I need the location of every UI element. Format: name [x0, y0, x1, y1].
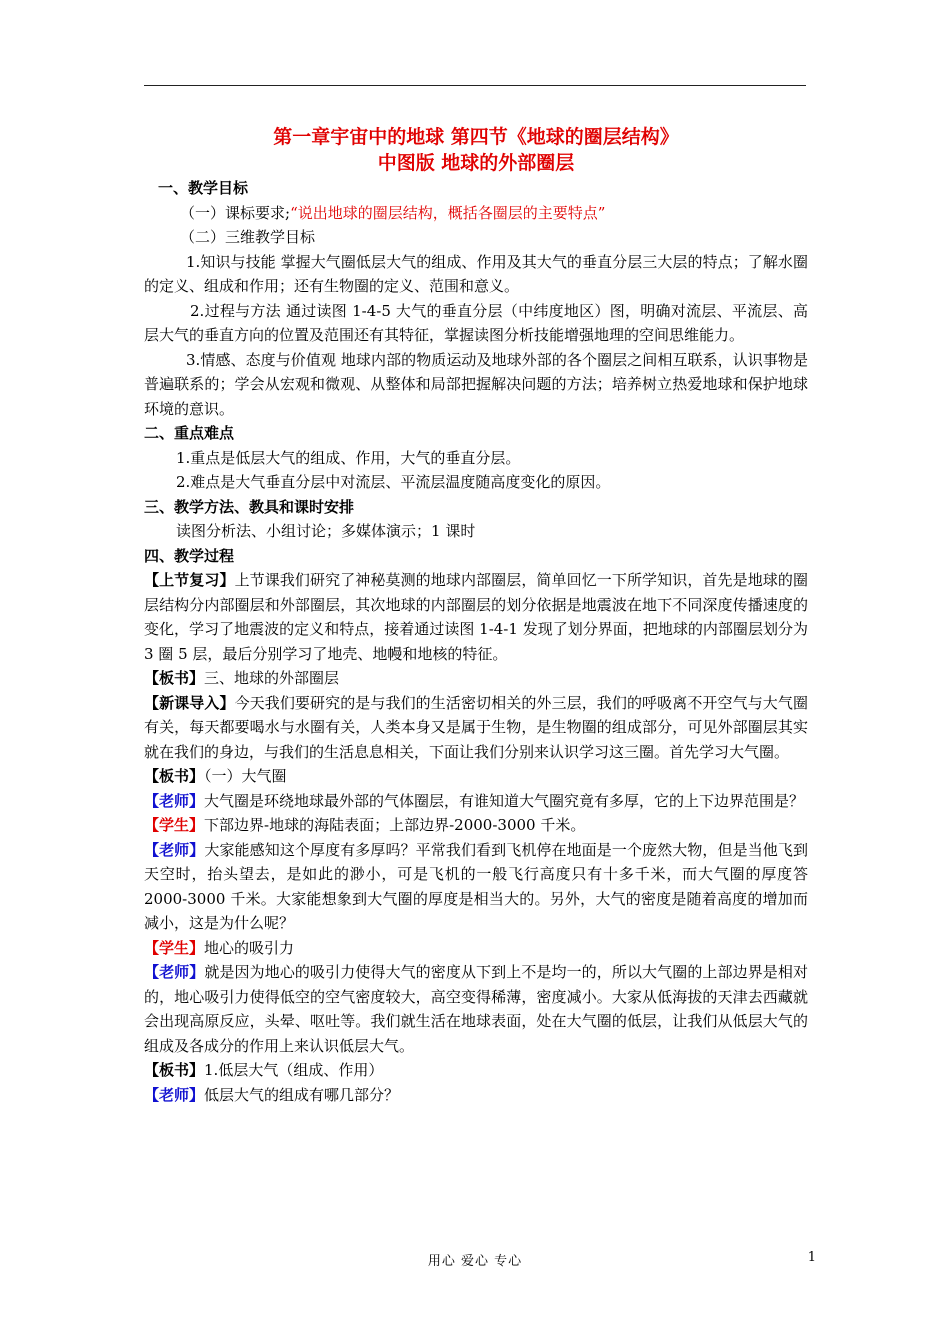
difficult-point: 2.难点是大气垂直分层中对流层、平流层温度随高度变化的原因。: [176, 473, 611, 491]
process-text: 大气圈是环绕地球最外部的气体圈层，有谁知道大气圈究竟有多厚，它的上下边界范围是？: [204, 791, 805, 810]
process-tag: 【老师】: [144, 840, 205, 859]
process-board-note: [144, 666, 808, 691]
process-new-lesson: [144, 691, 808, 765]
document-body: [144, 124, 808, 1107]
goal-process-methods: 2.过程与方法 通过读图 1-4-5 大气的垂直分层（中纬度地区）图，明确对流层、平流层、高层大气的垂直方向的位置及范围还有其特征，掌握读图分析技能增强地理的空间思维能力。: [144, 301, 808, 344]
process-board-note: [144, 764, 808, 789]
page-number: 1: [807, 1250, 816, 1265]
process-text: 低层大气的组成有哪几部分？: [204, 1085, 400, 1104]
section-1-heading: 一、教学目标: [158, 179, 249, 197]
process-text: 今天我们要研究的是与我们的生活密切相关的外三层，我们的呼吸离不开空气与大气圈有关，每天都要喝水与水圈有关，人类本身又是属于生物，是生物圈的组成部分，可见外部圈层其实就在我们的身边，与我们的生活息息相关，下面让我们分别来认识学习这三圈。首先学习大气圈。: [144, 693, 808, 761]
process-tag: 【老师】: [144, 791, 205, 810]
process-board-note: [144, 1058, 808, 1083]
process-text: 三、地球的外部圈层: [204, 669, 340, 687]
key-point: 1.重点是低层大气的组成、作用，大气的垂直分层。: [176, 448, 521, 467]
title-line-1: 第一章宇宙中的地球 第四节《地球的圈层结构》: [273, 126, 679, 148]
process-student: [144, 936, 808, 961]
process-teacher: [144, 789, 808, 814]
process-teacher: [144, 960, 808, 1058]
process-teacher: [144, 838, 808, 936]
process-review: [144, 568, 808, 666]
curriculum-requirement: [144, 201, 808, 226]
process-tag: 【老师】: [144, 1085, 205, 1104]
process-text: 上节课我们研究了神秘莫测的地球内部圈层，简单回忆一下所学知识，首先是地球的圈层结构分内部圈层和外部圈层，其次地球的内部圈层的划分依据是地震波在地下不同深度传播速度的变化，学习了地震波的定义和特点，接着通过读图 1-4-1 发现了划分界面，把地球的内部圈层划分为 3 圈 5 层，最后分别学习了地壳、地幔和地核的特征。: [144, 571, 808, 663]
process-text: （一）大气圈: [204, 767, 287, 785]
process-text: 地心的吸引力: [204, 938, 295, 957]
goal-knowledge-skills: 1.知识与技能 掌握大气圈低层大气的组成、作用及其大气的垂直分层三大层的特点；了解水圈的定义、组成和作用；还有生物圈的定义、范围和意义。: [144, 252, 808, 295]
three-dimension-goals-heading: （二）三维教学目标: [180, 228, 316, 246]
footer-motto: 用心 爱心 专心: [427, 1254, 523, 1269]
title-line-2: 中图版 地球的外部圈层: [377, 152, 575, 174]
curriculum-requirement-quote: “说出地球的圈层结构，概括各圈层的主要特点”: [290, 203, 606, 222]
process-text: 下部边界-地球的海陆表面；上部边界-2000-3000 千米。: [204, 816, 586, 834]
process-tag: 【学生】: [144, 816, 205, 834]
process-tag: 【老师】: [144, 963, 205, 981]
process-teacher: [144, 1083, 808, 1108]
process-text: 1.低层大气（组成、作用）: [204, 1061, 384, 1079]
process-tag: 【板书】: [144, 1061, 205, 1079]
document-title: [144, 124, 808, 176]
teaching-methods: 读图分析法、小组讨论；多媒体演示；1 课时: [176, 522, 476, 540]
process-text: 大家能感知这个厚度有多厚吗？平常我们看到飞机停在地面是一个庞然大物，但是当他飞到天空时，抬头望去，是如此的渺小，可是飞机的一般飞行高度只有十多千米，而大气圈的厚度答 2000-3000 千米。大家能想象到大气圈的厚度是相当大的。另外，大气的密度是随着高度的增加而减小，这是为什么呢？: [144, 840, 808, 932]
process-tag: 【板书】: [144, 669, 205, 687]
section-3-heading: 三、教学方法、教具和课时安排: [144, 497, 355, 516]
process-student: [144, 813, 808, 838]
header-rule: [144, 85, 806, 86]
process-tag: 【学生】: [144, 938, 205, 957]
process-tag: 【板书】: [144, 767, 205, 785]
section-4-heading: 四、教学过程: [144, 546, 235, 565]
section-2-heading: 二、重点难点: [144, 424, 235, 442]
goal-emotion-values: 3.情感、态度与价值观 地球内部的物质运动及地球外部的各个圈层之间相互联系，认识事物是普遍联系的；学会从宏观和微观、从整体和局部把握解决问题的方法；培养树立热爱地球和保护地球环境的意识。: [144, 350, 808, 418]
curriculum-requirement-label: （一）课标要求;: [180, 203, 291, 222]
process-tag: 【新课导入】: [144, 693, 235, 712]
process-tag: 【上节复习】: [144, 571, 235, 589]
process-text: 就是因为地心的吸引力使得大气的密度从下到上不是均一的，所以大气圈的上部边界是相对的，地心吸引力使得低空的空气密度较大，高空变得稀薄，密度减小。大家从低海拔的天津去西藏就会出现高原反应，头晕、呕吐等。我们就生活在地球表面，处在大气圈的低层，让我们从低层大气的组成及各成分的作用上来认识低层大气。: [144, 963, 808, 1055]
